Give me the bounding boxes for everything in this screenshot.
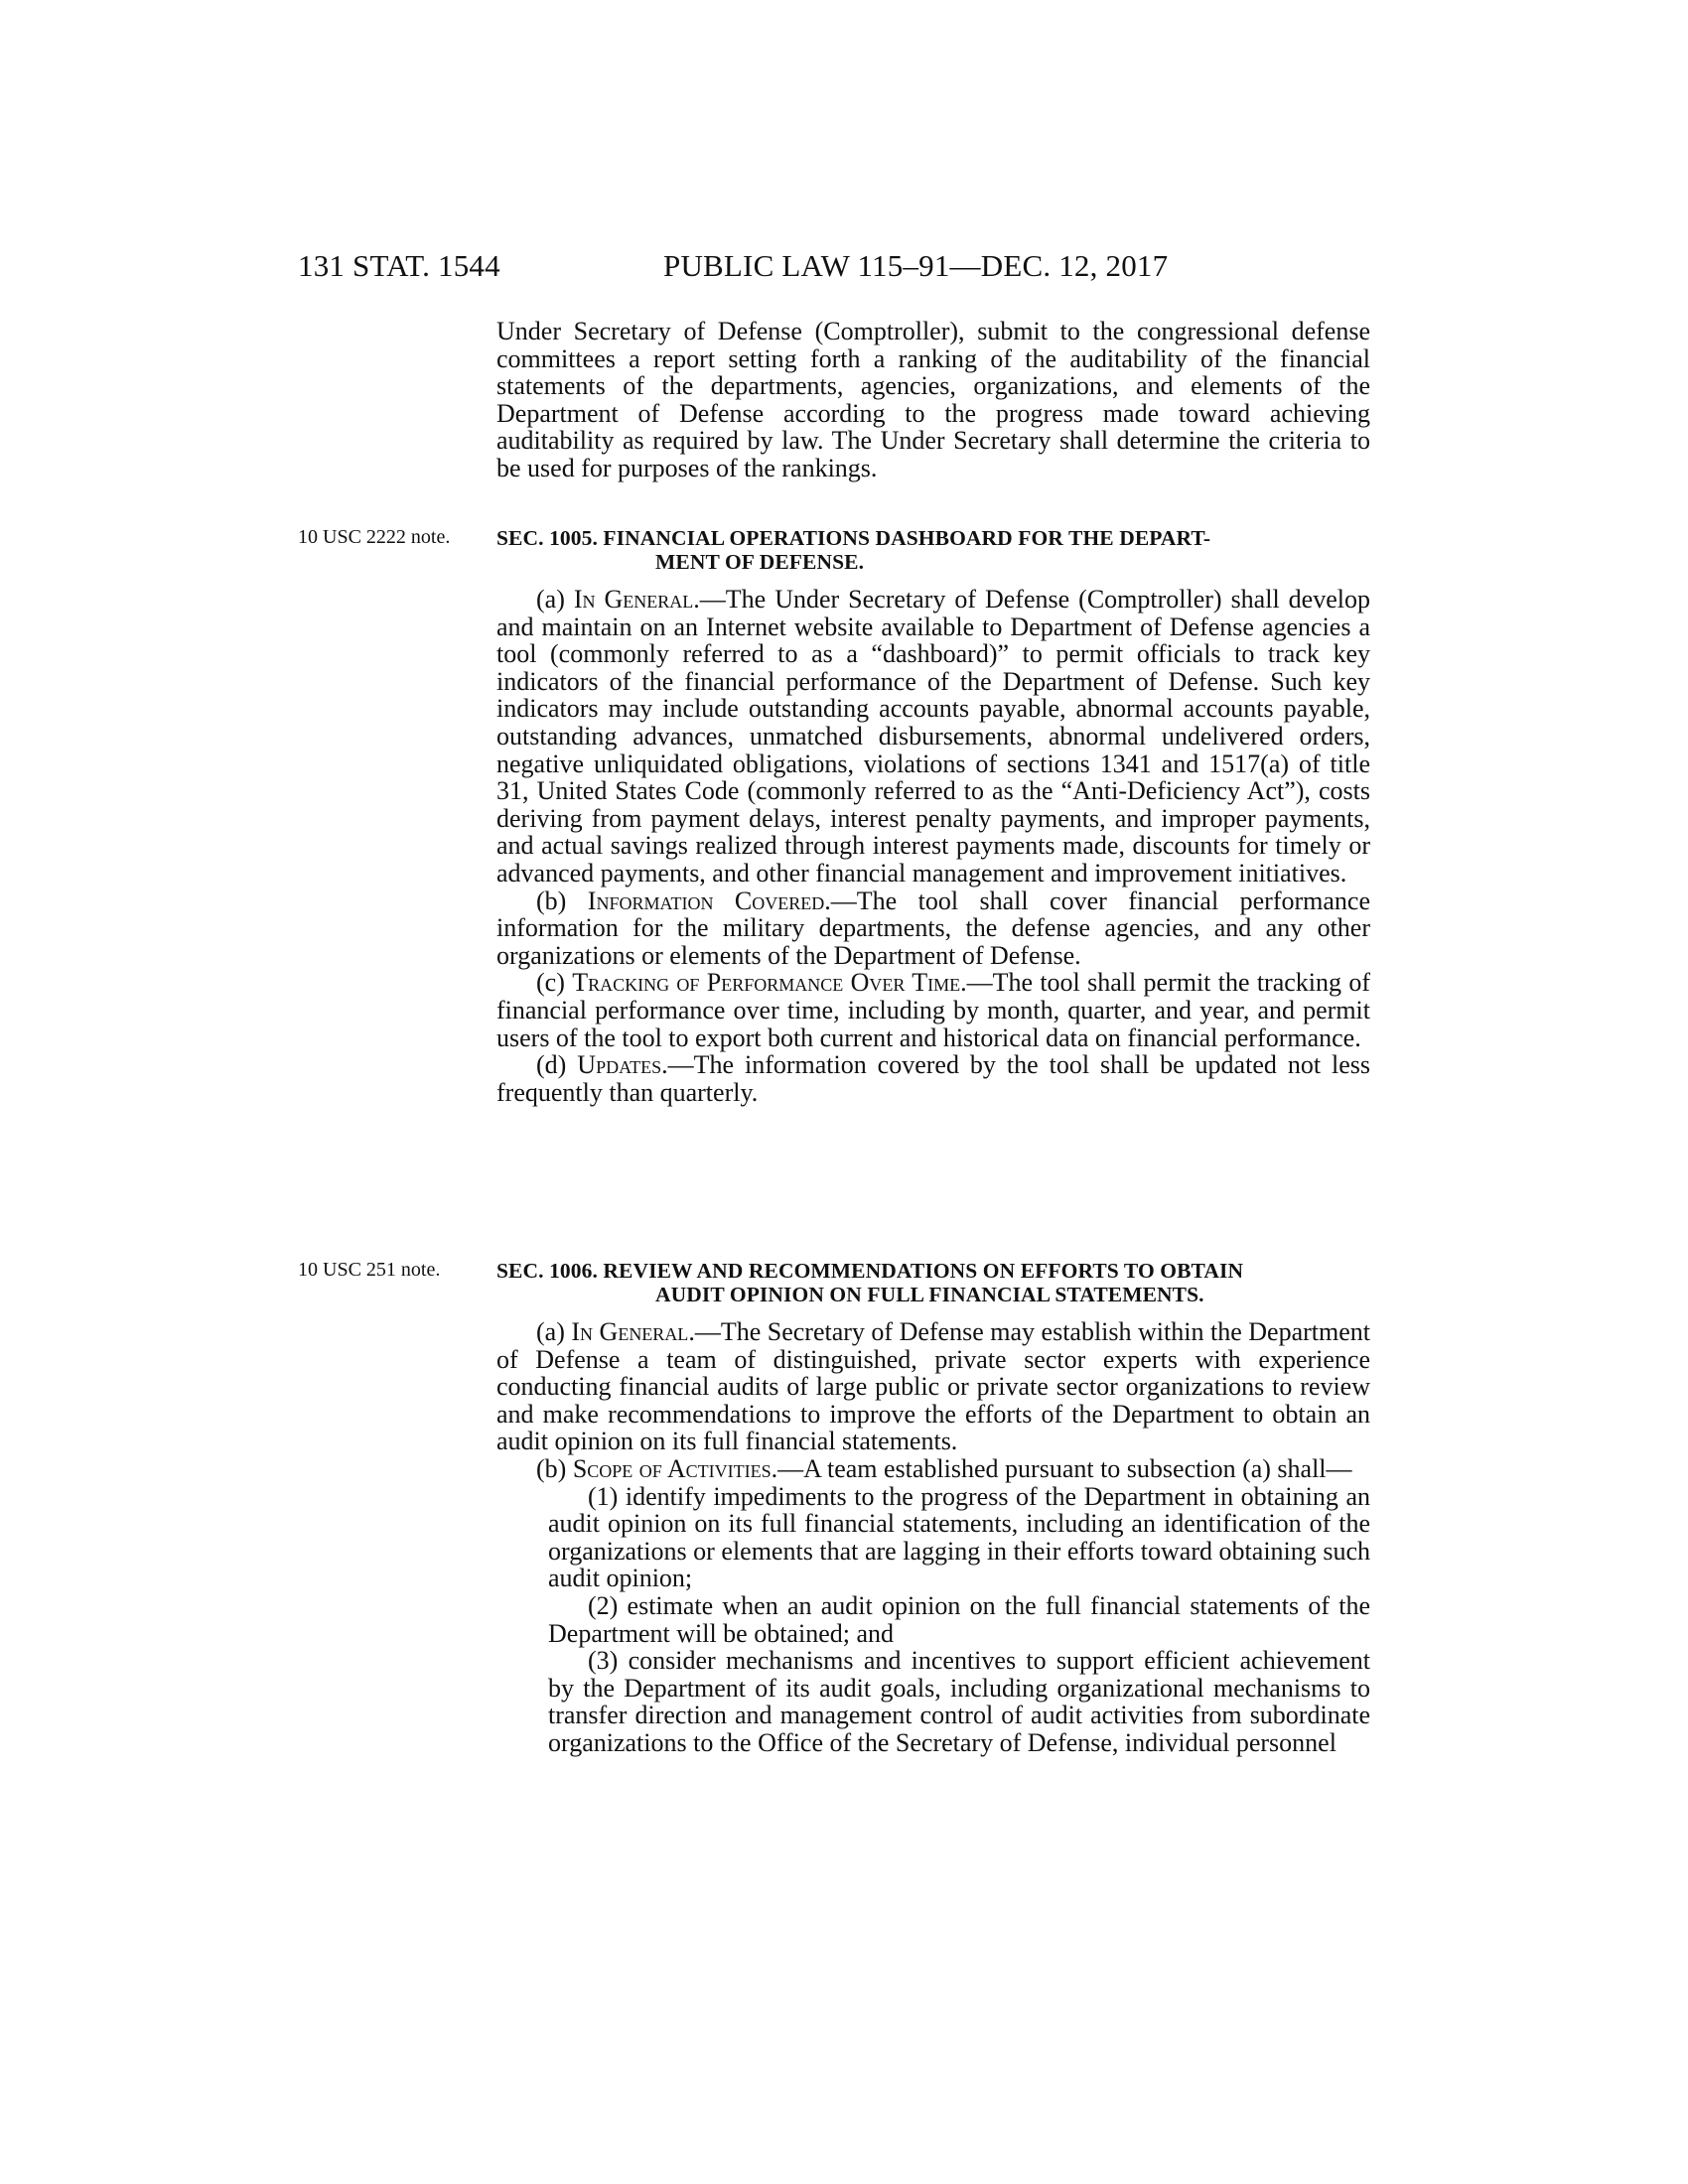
subsection-label: (d) (536, 1050, 567, 1080)
subsection-1006-a: (a) In General.—The Secretary of Defense may establish within the Department of Defense a team of distinguished, private sector experts with experience conducting financial audits of large public or private sector organizations to review and make recommendations to improve the efforts of the Department to obtain an audit opinion on its full financial statements. (496, 1317, 1370, 1456)
subsection-label: (a) (536, 585, 565, 614)
subsection-caption: Information Covered (587, 886, 825, 915)
subsection-1005-a: (a) In General.—The Under Secretary of Defense (Comptroller) shall develop and maintain on an Internet website available to Department of Defense agencies a tool (commonly referred to as a “dashboard)” to permit officials to track key indicators of the financial performance of the Department of Defense. Such key indicators may include outstanding accounts payable, abnormal accounts payable, outstanding advances, unmatched disbursements, abnormal undelivered orders, negative unliquidated obligations, violations of sections 1341 and 1517(a) of title 31, United States Code (commonly referred to as the “Anti-Deficiency Act”), costs deriving from payment delays, interest penalty payments, and improper payments, and actual savings realized through interest payments made, discounts for timely or advanced payments, and other financial management and improvement initiatives. (496, 585, 1370, 887)
subsection-caption: Scope of Activities (572, 1453, 772, 1483)
subsection-caption: Tracking of Performance Over Time (572, 968, 961, 998)
subsection-1006-b: (b) Scope of Activities.—A team established pursuant to subsection (a) shall— (536, 1453, 1352, 1483)
section-1006-heading-line1: SEC. 1006. REVIEW AND RECOMMENDATIONS ON EFFORTS TO OBTAIN (496, 1259, 1244, 1283)
public-law-reference: PUBLIC LAW 115–91—DEC. 12, 2017 (663, 248, 1169, 283)
section-1005-heading-line2: MENT OF DEFENSE. (655, 550, 865, 574)
subsection-text: The Under Secretary of Defense (Comptroller) shall develop and maintain on an Internet website available to Department of Defense agencies a tool (commonly referred to as a “dashboard)” to permit officials to track key indicators of the financial performance of the Department of Defense. Such key indicators may include outstanding accounts payable, abnormal accounts payable, outstanding advances, unmatched disbursements, abnormal undelivered orders, negative unliquidated obligations, violations of sections 1341 and 1517(a) of title 31, United States Code (commonly referred to as the “Anti-Deficiency Act”), costs deriving from payment delays, interest penalty payments, and improper payments, and actual savings realized through interest payments made, discounts for timely or advanced payments, and other financial management and improvement initiatives. (496, 585, 1370, 887)
intro-block (496, 318, 1370, 482)
subsection-text: The tool shall permit the tracking of financial performance over time, including by month, quarter, and year, and permit users of the tool to export both current and historical data on financial performance. (496, 968, 1371, 1052)
margin-note-1005: 10 USC 2222 note. (298, 526, 451, 548)
section-1005-heading-line1: SEC. 1005. FINANCIAL OPERATIONS DASHBOARD FOR THE DEPART- (496, 526, 1211, 550)
subsection-label: (b) (536, 886, 567, 915)
paragraph-2: (2) estimate when an audit opinion on the full financial statements of the Department will be obtained; and (548, 1590, 1370, 1648)
subsection-text: The tool shall cover financial performance information for the military departments, the defense agencies, and any other organizations or elements of the Department of Defense. (496, 886, 1370, 970)
subsection-label: (c) (536, 968, 565, 998)
subsection-text: The Secretary of Defense may establish within the Department of Defense a team of distinguished, private sector experts with experience conducting financial audits of large public or private sector organizations to review and make recommendations to improve the efforts of the Department to obtain an audit opinion on its full financial statements. (496, 1317, 1370, 1456)
paragraph-1: (1) identify impediments to the progress of the Department in obtaining an audit opinion on its full financial statements, including an identification of the organizations or elements that are lagging in their efforts toward obtaining such audit opinion; (548, 1481, 1370, 1593)
statute-reference: 131 STAT. 1544 (298, 248, 500, 283)
paragraph-3: (3) consider mechanisms and incentives to support efficient achievement by the Department of its audit goals, including organizational mechanisms to transfer direction and management control of audit activities from subordinate organizations to the Office of the Secretary of Defense, individual personnel (548, 1646, 1370, 1757)
subsection-label: (b) (536, 1453, 567, 1483)
section-1005-body (496, 586, 1370, 1106)
subsection-caption: In General (573, 585, 694, 614)
section-1006-heading-line2: AUDIT OPINION ON FULL FINANCIAL STATEMENTS. (655, 1283, 1204, 1306)
section-1006-heading (496, 1259, 1370, 1306)
page-header (298, 248, 1390, 292)
subsection-caption: In General (571, 1317, 689, 1346)
subsection-text: A team established pursuant to subsection (a) shall— (803, 1453, 1352, 1483)
subsection-text: The information covered by the tool shall be updated not less frequently than quarterly. (496, 1050, 1371, 1107)
subsection-1005-c: (c) Tracking of Performance Over Time.—The tool shall permit the tracking of financial performance over time, including by month, quarter, and year, and permit users of the tool to export both current and historical data on financial performance. (496, 968, 1371, 1052)
subsection-label: (a) (536, 1317, 565, 1346)
subsection-caption: Updates (577, 1050, 662, 1080)
subsection-1005-b: (b) Information Covered.—The tool shall cover financial performance information for the military departments, the defense agencies, and any other organizations or elements of the Department of Defense. (496, 886, 1370, 970)
intro-paragraph: Under Secretary of Defense (Comptroller), submit to the congressional defense committees a report setting forth a ranking of the auditability of the financial statements of the departments, agencies, organizations, and elements of the Department of Defense according to the progress made toward achieving auditability as required by law. The Under Secretary shall determine the criteria to be used for purposes of the rankings. (496, 317, 1370, 482)
subsection-1005-d: (d) Updates.—The information covered by the tool shall be updated not less frequently than quarterly. (496, 1050, 1371, 1107)
section-1006-body (496, 1318, 1370, 1757)
section-1005-heading (496, 526, 1370, 574)
margin-note-1006: 10 USC 251 note. (298, 1259, 441, 1281)
